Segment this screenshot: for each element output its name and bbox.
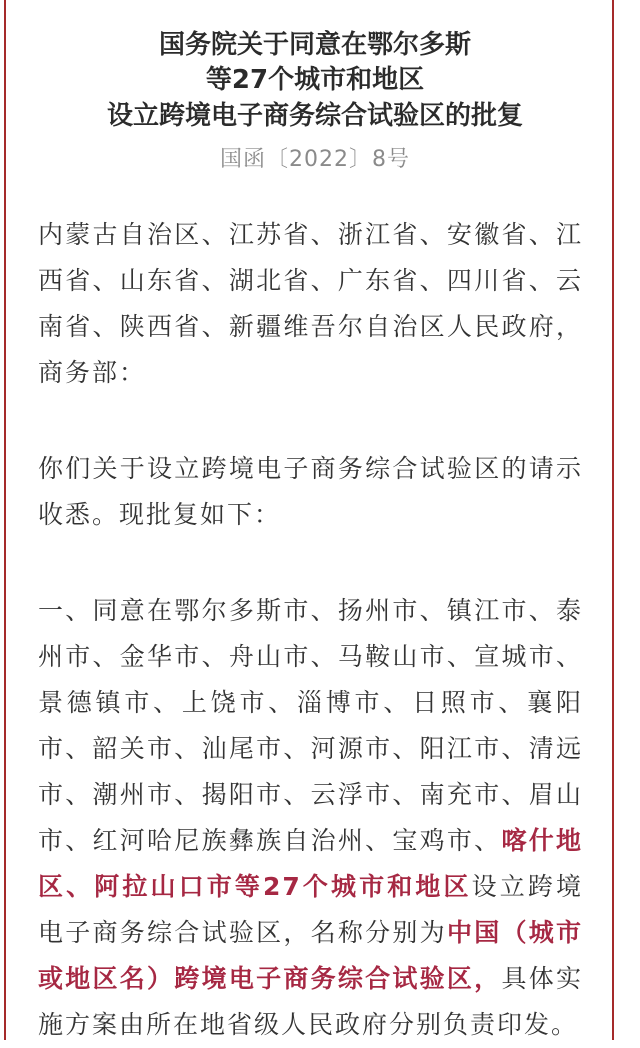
item-one-text-a: 一、同意在鄂尔多斯市、扬州市、镇江市、泰州市、金华市、舟山市、马鞍山市、宣城市、景德镇市、上饶市、淄博市、日照市、襄阳市、韶关市、汕尾市、河源市、阳江市、清远市、潮州市、揭阳市、云浮市、南充市、眉山市、红河哈尼族彝族自治州、宝鸡市、 <box>38 596 583 855</box>
item-one-highlight-b: 中国（城市或地区名）跨境电子商务综合试验区， <box>38 918 583 993</box>
title-line-3: 设立跨境电子商务综合试验区的批复 <box>106 101 523 131</box>
left-border-line <box>4 0 6 1040</box>
item-one-text-b: 设立跨境电子商务综合试验区，名称分别为 <box>38 872 583 947</box>
item-one-highlight-a: 喀什地区、阿拉山口市等27个城市和地区 <box>38 826 583 901</box>
addressee-paragraph: 内蒙古自治区、江苏省、浙江省、安徽省、江西省、山东省、湖北省、广东省、四川省、云南省、陕西省、新疆维吾尔自治区人民政府，商务部： <box>38 220 583 387</box>
right-border-line <box>612 0 614 1040</box>
intro-paragraph: 你们关于设立跨境电子商务综合试验区的请示收悉。现批复如下： <box>38 454 583 529</box>
title-line-2: 等27个城市和地区 <box>205 65 425 95</box>
item-one-paragraph <box>38 588 583 1048</box>
document-number: 国函〔2022〕8号 <box>220 147 410 172</box>
item-one-text-c: 具体实施方案由所在地省级人民政府分别负责印发。 <box>38 964 583 1039</box>
title-line-1: 国务院关于同意在鄂尔多斯 <box>158 30 471 60</box>
